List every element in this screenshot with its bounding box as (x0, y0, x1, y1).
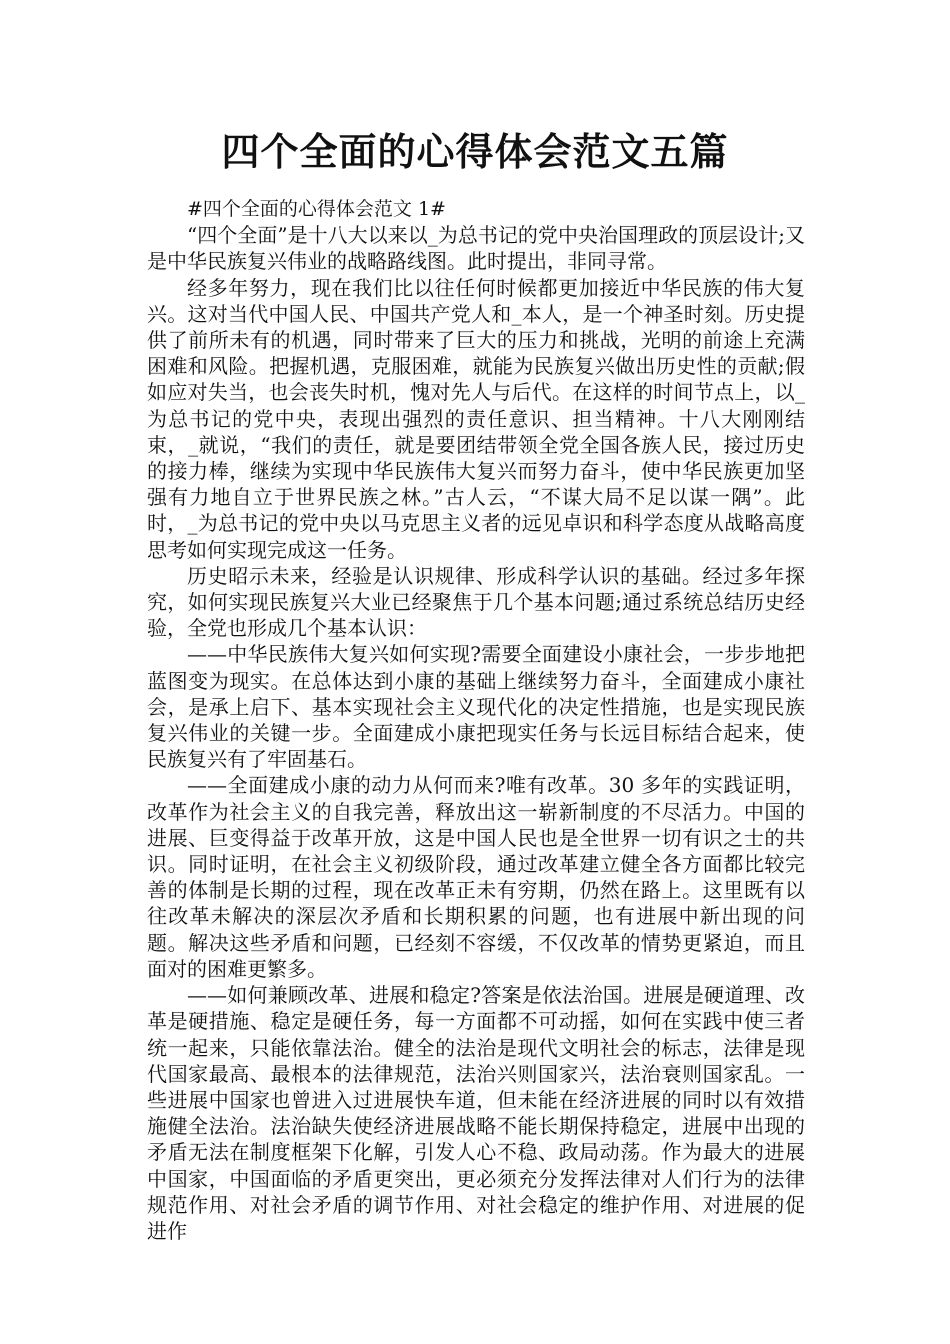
paragraph: 历史昭示未来，经验是认识规律、形成科学认识的基础。经过多年探究，如何实现民族复兴大业已经聚焦于几个基本问题;通过系统总结历史经验，全党也形成几个基本认识： (147, 563, 805, 641)
document-body (147, 196, 805, 1244)
paragraph: 经多年努力，现在我们比以往任何时候都更加接近中华民族的伟大复兴。这对当代中国人民、中国共产党人和_本人，是一个神圣时刻。历史提供了前所未有的机遇，同时带来了巨大的压力和挑战，光明的前途上充满困难和风险。把握机遇，克服困难，就能为民族复兴做出历史性的贡献;假如应对失当，也会丧失时机，愧对先人与后代。在这样的时间节点上，以_为总书记的党中央，表现出强烈的责任意识、担当精神。十八大刚刚结束，_就说，“我们的责任，就是要团结带领全党全国各族人民，接过历史的接力棒，继续为实现中华民族伟大复兴而努力奋斗，使中华民族更加坚强有力地自立于世界民族之林。”古人云，“不谋大局不足以谋一隅”。此时，_为总书记的党中央以马克思主义者的远见卓识和科学态度从战略高度思考如何实现完成这一任务。 (147, 275, 805, 562)
document-title: 四个全面的心得体会范文五篇 (221, 130, 729, 174)
section-heading: #四个全面的心得体会范文 1# (187, 198, 446, 220)
paragraph: “四个全面”是十八大以来以_为总书记的党中央治国理政的顶层设计;又是中华民族复兴伟业的战略路线图。此时提出，非同寻常。 (147, 223, 805, 274)
paragraph: ——全面建成小康的动力从何而来?唯有改革。30 多年的实践证明，改革作为社会主义的自我完善，释放出这一崭新制度的不尽活力。中国的进展、巨变得益于改革开放，这是中国人民也是全世界一切有识之士的共识。同时证明，在社会主义初级阶段，通过改革建立健全各方面都比较完善的体制是长期的过程，现在改革正未有穷期，仍然在路上。这里既有以往改革未解决的深层次矛盾和长期积累的问题，也有进展中新出现的问题。解决这些矛盾和问题，已经刻不容缓，不仅改革的情势更紧迫，而且面对的困难更繁多。 (147, 773, 805, 981)
paragraph: ——如何兼顾改革、进展和稳定?答案是依法治国。进展是硬道理、改革是硬措施、稳定是硬任务，每一方面都不可动摇，如何在实践中使三者统一起来，只能依靠法治。健全的法治是现代文明社会的标志，法律是现代国家最高、最根本的法律规范，法治兴则国家兴，法治衰则国家乱。一些进展中国家也曾进入过进展快车道，但未能在经济进展的同时以有效措施健全法治。法治缺失使经济进展战略不能长期保持稳定，进展中出现的矛盾无法在制度框架下化解，引发人心不稳、政局动荡。作为最大的进展中国家，中国面临的矛盾更突出，更必须充分发挥法律对人们行为的法律规范作用、对社会矛盾的调节作用、对社会稳定的维护作用、对进展的促进作 (147, 983, 805, 1243)
paragraph: ——中华民族伟大复兴如何实现?需要全面建设小康社会，一步步地把蓝图变为现实。在总体达到小康的基础上继续努力奋斗，全面建成小康社会，是承上启下、基本实现社会主义现代化的决定性措施，也是实现民族复兴伟业的关键一步。全面建成小康把现实任务与长远目标结合起来，使民族复兴有了牢固基石。 (147, 642, 805, 772)
